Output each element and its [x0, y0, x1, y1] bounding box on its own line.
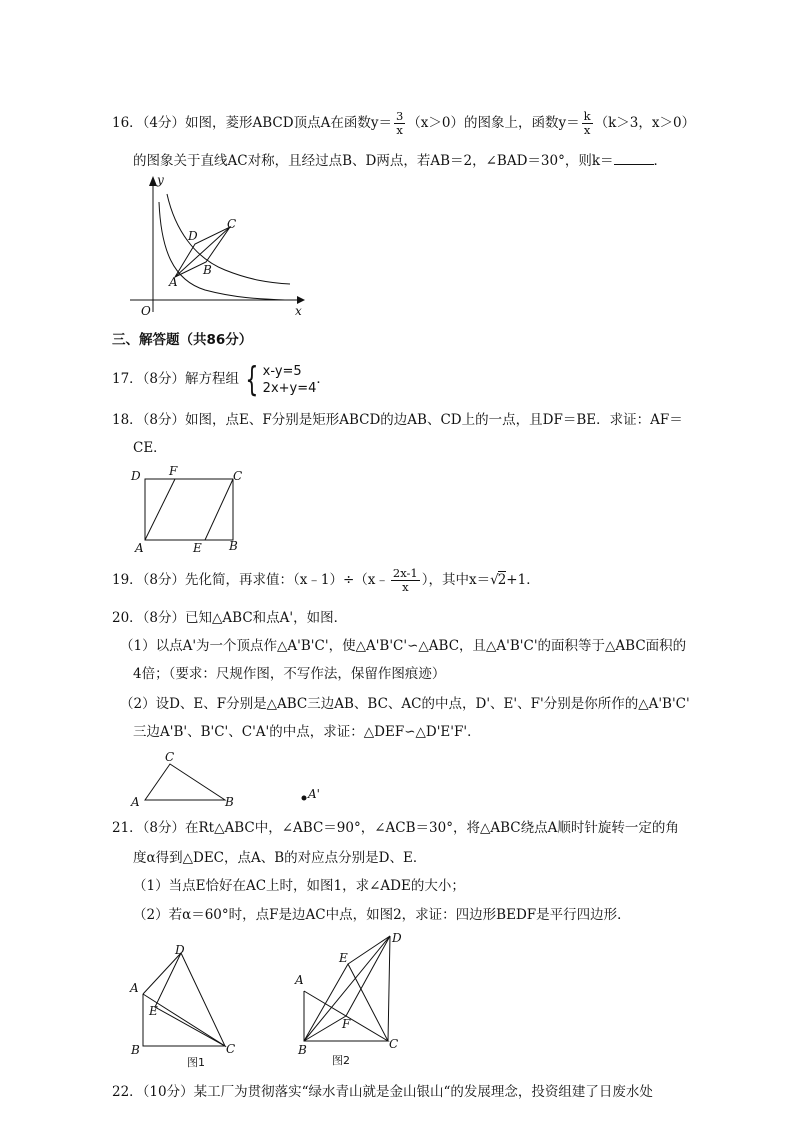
- label-d: D: [392, 931, 402, 945]
- q17-text: 17．（8分）解方程组: [112, 371, 240, 387]
- label-f: F: [169, 464, 178, 478]
- q21-line3: （1）当点E恰好在AC上时，如图1，求∠ADE的大小；: [133, 878, 465, 894]
- label-a: A: [135, 541, 144, 555]
- answer-blank: [614, 150, 654, 165]
- equation-system: [241, 359, 317, 400]
- label-o: O: [141, 304, 151, 318]
- q17: [112, 359, 330, 400]
- segment-bf: [304, 1016, 346, 1041]
- label-c: C: [389, 1037, 399, 1051]
- q20-line2: （1）以点A'为一个顶点作△A'B'C'，使△A'B'C'∽△ABC，且△A'B'C'的面积等于△ABC面积的: [120, 638, 687, 654]
- q16-text-pre: 16．（4分）如图，菱形ABCD顶点A在函数y＝: [112, 115, 392, 131]
- label-d: D: [175, 943, 185, 957]
- q17-eq1: x-y=5: [262, 363, 302, 379]
- label-c: C: [233, 469, 243, 483]
- q19-text-pre: 19．（8分）先化简，再求值：（x﹣1）÷（x﹣: [112, 572, 389, 588]
- segment-af: [145, 479, 175, 540]
- label-d: D: [131, 469, 141, 483]
- label-a: A: [131, 795, 140, 809]
- label-x: x: [295, 304, 302, 318]
- q19-text-post: +1．: [506, 572, 540, 588]
- q19: [112, 567, 540, 594]
- label-b: B: [225, 795, 234, 809]
- q19-sqrt-value: 2: [497, 572, 507, 588]
- label-c: C: [165, 750, 175, 764]
- q18-line1: 18．（8分）如图，点E、F分别是矩形ABCD的边AB、CD上的一点，且DF＝BE．求证：AF＝: [112, 412, 683, 428]
- label-a-prime: A': [308, 787, 320, 801]
- label-y: y: [157, 173, 164, 187]
- label-b: B: [298, 1043, 307, 1057]
- label-b: B: [203, 263, 212, 277]
- q20-line3: 4倍；（要求：尺规作图，不写作法，保留作图痕迹）: [133, 666, 446, 682]
- label-c: C: [226, 1042, 236, 1056]
- label-a: A: [130, 981, 139, 995]
- figure-1-caption: 图1: [187, 1056, 205, 1069]
- q21-line1: 21．（8分）在Rt△ABC中，∠ABC＝90°，∠ACB＝30°，将△ABC绕点A顺时针旋转一定的角: [112, 820, 679, 836]
- q20-line5: 三边A'B'、B'C'、C'A'的中点，求证：△DEF∽△D'E'F'．: [133, 724, 481, 740]
- q21-figure-1: [125, 940, 255, 1072]
- q21-line4: （2）若α＝60°时，点F是边AC中点，如图2，求证：四边形BEDF是平行四边形．: [133, 907, 631, 923]
- q16-frac2-den: x: [583, 123, 591, 137]
- label-e: E: [339, 951, 348, 965]
- curve-3-over-x: [159, 202, 285, 300]
- sqrt-icon: √: [490, 572, 499, 588]
- point-a-prime: [302, 796, 307, 801]
- rectangle-abcd: [145, 479, 233, 540]
- q16-text-post: （k＞3，x＞0）: [594, 115, 696, 131]
- q19-text-mid: ），其中x＝: [421, 572, 491, 588]
- triangle-abc: [145, 764, 225, 800]
- q16-text-line2: 的图象关于直线AC对称，且经过点B、D两点，若AB＝2，∠BAD＝30°，则k＝: [133, 153, 614, 169]
- q17-end: ．: [316, 371, 330, 387]
- q16-frac1-den: x: [396, 123, 403, 137]
- q19-frac-num: 2x-1: [392, 566, 418, 580]
- label-a: A: [295, 973, 304, 987]
- q16-line1: [112, 110, 695, 137]
- label-e: E: [193, 541, 202, 555]
- figure-2-caption: 图2: [332, 1054, 350, 1067]
- q17-eq2: 2x+y=4: [262, 380, 317, 396]
- segment-fd: [346, 936, 390, 1016]
- section-heading: 三、解答题（共86分）: [112, 332, 253, 348]
- label-e: E: [149, 1004, 158, 1018]
- label-a: A: [169, 275, 178, 289]
- q21-line2: 度α得到△DEC，点A、B的对应点分别是D、E．: [133, 850, 427, 866]
- segment-ce: [205, 479, 233, 540]
- q20-line1: 20．（8分）已知△ABC和点A'，如图．: [112, 610, 348, 626]
- q18-figure: [125, 462, 255, 557]
- label-b: B: [131, 1043, 140, 1057]
- triangle-dec: [155, 953, 225, 1046]
- q21-figure-2: [290, 928, 420, 1072]
- curve-k: [167, 194, 290, 284]
- y-axis-arrow-icon: [149, 176, 157, 186]
- brace-icon: {: [245, 359, 259, 400]
- q16-line2: [133, 150, 667, 171]
- triangle-dec: [348, 936, 390, 1041]
- x-axis-arrow-icon: [297, 296, 305, 304]
- q16-figure: [125, 170, 315, 320]
- q19-frac-den: x: [402, 580, 409, 594]
- q20-figure: [125, 748, 335, 810]
- segment-ad: [143, 953, 181, 994]
- q22-line1: 22．（10分）某工厂为贯彻落实“绿水青山就是金山银山“的发展理念，投资组建了日废水处: [112, 1084, 653, 1100]
- q16-fraction-1: [394, 110, 405, 137]
- q19-fraction: [391, 567, 420, 594]
- q16-line2-end: ．: [653, 153, 667, 169]
- q20-line4: （2）设D、E、F分别是△ABC三边AB、BC、AC的中点，D'、E'、F'分别是你所作的△A'B'C': [120, 696, 690, 712]
- q16-frac1-num: 3: [395, 109, 404, 123]
- q16-frac2-num: k: [583, 109, 591, 123]
- q16-fraction-2: [582, 110, 593, 137]
- q18-line2: CE．: [133, 440, 167, 456]
- label-f: F: [342, 1017, 351, 1031]
- label-c: C: [227, 217, 237, 231]
- q16-text-mid: （x＞0）的图象上，函数y＝: [407, 115, 580, 131]
- label-b: B: [229, 539, 238, 553]
- label-d: D: [188, 229, 198, 243]
